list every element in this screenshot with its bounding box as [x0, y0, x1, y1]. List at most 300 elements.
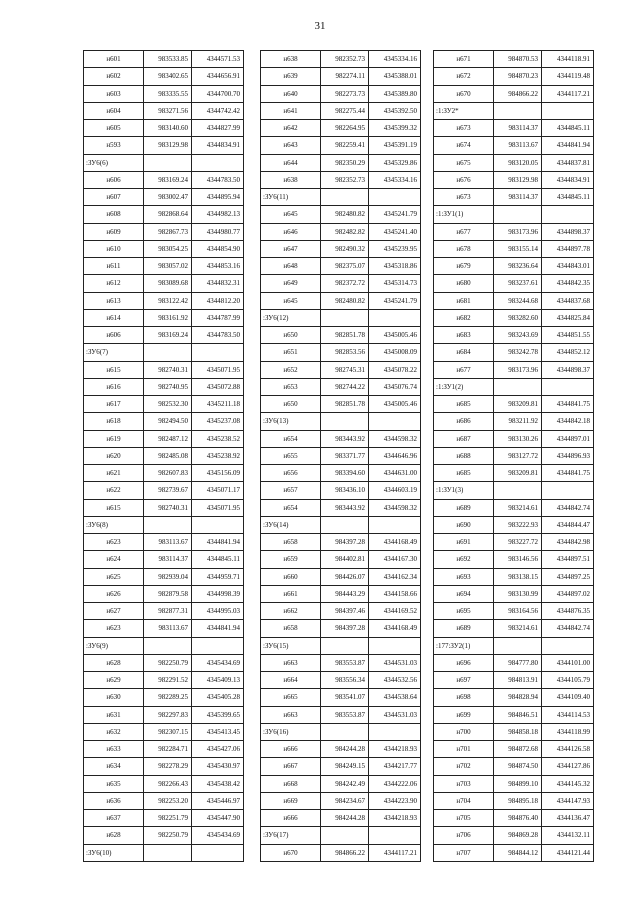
y-coordinate-cell: 4344897.02 — [542, 585, 594, 602]
y-coordinate-cell: 4345237.08 — [192, 413, 244, 430]
section-header-row — [434, 378, 594, 395]
x-coordinate-cell — [494, 637, 542, 654]
y-coordinate-cell: 4344995.03 — [192, 603, 244, 620]
table-row — [261, 361, 421, 378]
table-row — [434, 499, 594, 516]
x-coordinate-cell: 983244.68 — [494, 292, 542, 309]
table-row — [434, 792, 594, 809]
table-row — [434, 309, 594, 326]
x-coordinate-cell — [321, 413, 369, 430]
x-coordinate-cell: 982485.08 — [144, 447, 192, 464]
table-row — [434, 810, 594, 827]
y-coordinate-cell: 4344998.39 — [192, 585, 244, 602]
y-coordinate-cell: 4344571.53 — [192, 51, 244, 68]
x-coordinate-cell: 982607.83 — [144, 465, 192, 482]
point-id-cell: н604 — [84, 102, 144, 119]
x-coordinate-cell — [321, 723, 369, 740]
x-coordinate-cell — [144, 516, 192, 533]
y-coordinate-cell: 4344898.37 — [542, 361, 594, 378]
x-coordinate-cell: 984870.23 — [494, 68, 542, 85]
x-coordinate-cell: 983129.98 — [144, 137, 192, 154]
point-id-cell: н650 — [261, 327, 321, 344]
table-row — [261, 137, 421, 154]
point-id-cell: н678 — [434, 240, 494, 257]
point-id-cell: н660 — [261, 568, 321, 585]
table-row — [261, 620, 421, 637]
x-coordinate-cell: 984242.49 — [321, 775, 369, 792]
point-id-cell: н658 — [261, 620, 321, 637]
y-coordinate-cell: 4344222.06 — [369, 775, 421, 792]
y-coordinate-cell — [192, 844, 244, 861]
table-row — [434, 689, 594, 706]
x-coordinate-cell: 983236.64 — [494, 258, 542, 275]
page-number: 31 — [314, 20, 326, 32]
point-id-cell: н647 — [261, 240, 321, 257]
table-row — [261, 654, 421, 671]
table-row — [261, 568, 421, 585]
x-coordinate-cell: 982877.31 — [144, 603, 192, 620]
x-coordinate-cell: 983122.42 — [144, 292, 192, 309]
y-coordinate-cell — [369, 189, 421, 206]
table-row — [434, 327, 594, 344]
x-coordinate-cell: 983211.92 — [494, 413, 542, 430]
table-row — [434, 51, 594, 68]
table-row — [84, 585, 244, 602]
point-id-cell: н671 — [434, 51, 494, 68]
point-id-cell: н612 — [84, 275, 144, 292]
table-row — [84, 137, 244, 154]
x-coordinate-cell: 982879.58 — [144, 585, 192, 602]
x-coordinate-cell: 982307.15 — [144, 723, 192, 740]
point-id-cell: н695 — [434, 603, 494, 620]
table-row — [261, 206, 421, 223]
section-label-cell: :ЗУ6(14) — [261, 516, 321, 533]
y-coordinate-cell: 4345241.79 — [369, 206, 421, 223]
x-coordinate-cell: 983057.02 — [144, 258, 192, 275]
point-id-cell: н699 — [434, 706, 494, 723]
point-id-cell: н688 — [434, 447, 494, 464]
point-id-cell: н680 — [434, 275, 494, 292]
table-row — [261, 171, 421, 188]
x-coordinate-cell: 984869.28 — [494, 827, 542, 844]
x-coordinate-cell: 984866.22 — [321, 844, 369, 861]
y-coordinate-cell: 4344787.99 — [192, 309, 244, 326]
point-id-cell: н705 — [434, 810, 494, 827]
y-coordinate-cell: 4344117.21 — [369, 844, 421, 861]
y-coordinate-cell: 4344844.47 — [542, 516, 594, 533]
y-coordinate-cell: 4344598.32 — [369, 430, 421, 447]
y-coordinate-cell: 4345071.17 — [192, 482, 244, 499]
y-coordinate-cell: 4344837.68 — [542, 292, 594, 309]
x-coordinate-cell: 984397.28 — [321, 620, 369, 637]
y-coordinate-cell: 4344897.01 — [542, 430, 594, 447]
point-id-cell: н672 — [434, 68, 494, 85]
table-row — [434, 137, 594, 154]
x-coordinate-cell: 982273.73 — [321, 85, 369, 102]
y-coordinate-cell: 4345318.86 — [369, 258, 421, 275]
table-row — [261, 154, 421, 171]
y-coordinate-cell: 4344121.44 — [542, 844, 594, 861]
point-id-cell: н681 — [434, 292, 494, 309]
y-coordinate-cell: 4345072.88 — [192, 378, 244, 395]
x-coordinate-cell: 982251.79 — [144, 810, 192, 827]
x-coordinate-cell: 982745.31 — [321, 361, 369, 378]
y-coordinate-cell: 4345334.16 — [369, 171, 421, 188]
point-id-cell: н685 — [434, 396, 494, 413]
y-coordinate-cell: 4344217.77 — [369, 758, 421, 775]
section-header-row — [261, 309, 421, 326]
point-id-cell: н704 — [434, 792, 494, 809]
y-coordinate-cell: 4344897.51 — [542, 551, 594, 568]
section-header-row — [261, 516, 421, 533]
x-coordinate-cell: 983146.56 — [494, 551, 542, 568]
y-coordinate-cell: 4344145.32 — [542, 775, 594, 792]
point-id-cell: н602 — [84, 68, 144, 85]
y-coordinate-cell: 4344218.93 — [369, 741, 421, 758]
y-coordinate-cell: 4345399.65 — [192, 706, 244, 723]
table-row — [84, 603, 244, 620]
y-coordinate-cell: 4344532.56 — [369, 672, 421, 689]
y-coordinate-cell: 4344656.91 — [192, 68, 244, 85]
table-row — [84, 465, 244, 482]
x-coordinate-cell: 983222.93 — [494, 516, 542, 533]
y-coordinate-cell: 4344598.32 — [369, 499, 421, 516]
point-id-cell: н633 — [84, 741, 144, 758]
y-coordinate-cell: 4345388.01 — [369, 68, 421, 85]
x-coordinate-cell: 982291.52 — [144, 672, 192, 689]
y-coordinate-cell: 4345314.73 — [369, 275, 421, 292]
x-coordinate-cell: 984397.46 — [321, 603, 369, 620]
x-coordinate-cell — [494, 378, 542, 395]
x-coordinate-cell: 984244.28 — [321, 741, 369, 758]
point-id-cell: н697 — [434, 672, 494, 689]
point-id-cell: н703 — [434, 775, 494, 792]
table-row — [84, 396, 244, 413]
section-label-cell: :ЗУ6(7) — [84, 344, 144, 361]
y-coordinate-cell — [542, 482, 594, 499]
y-coordinate-cell: 4344834.91 — [542, 171, 594, 188]
x-coordinate-cell: 982744.22 — [321, 378, 369, 395]
table-row — [261, 585, 421, 602]
y-coordinate-cell: 4344851.55 — [542, 327, 594, 344]
table-row — [261, 120, 421, 137]
section-label-cell: :1:ЗУ2* — [434, 102, 494, 119]
section-header-row — [434, 206, 594, 223]
x-coordinate-cell: 984249.15 — [321, 758, 369, 775]
point-id-cell: н606 — [84, 327, 144, 344]
y-coordinate-cell: 4344841.75 — [542, 465, 594, 482]
section-label-cell: :1:ЗУ1(2) — [434, 378, 494, 395]
table-row — [84, 85, 244, 102]
x-coordinate-cell: 983242.78 — [494, 344, 542, 361]
table-row — [434, 396, 594, 413]
x-coordinate-cell: 983130.26 — [494, 430, 542, 447]
x-coordinate-cell: 982289.25 — [144, 689, 192, 706]
x-coordinate-cell: 982867.73 — [144, 223, 192, 240]
table-row — [84, 792, 244, 809]
table-row — [84, 120, 244, 137]
point-id-cell: н649 — [261, 275, 321, 292]
x-coordinate-cell: 984895.18 — [494, 792, 542, 809]
table-row — [434, 189, 594, 206]
x-coordinate-cell: 984872.68 — [494, 741, 542, 758]
table-row — [84, 413, 244, 430]
point-id-cell: н640 — [261, 85, 321, 102]
table-row — [84, 723, 244, 740]
table-row — [84, 309, 244, 326]
table-row — [434, 413, 594, 430]
table-row — [434, 603, 594, 620]
table-row — [261, 378, 421, 395]
table-row — [261, 499, 421, 516]
section-label-cell: :ЗУ6(9) — [84, 637, 144, 654]
point-id-cell: н645 — [261, 292, 321, 309]
point-id-cell: н701 — [434, 741, 494, 758]
x-coordinate-cell: 984402.81 — [321, 551, 369, 568]
table-row — [261, 741, 421, 758]
point-id-cell: н654 — [261, 430, 321, 447]
y-coordinate-cell: 4344845.11 — [192, 551, 244, 568]
y-coordinate-cell: 4345438.42 — [192, 775, 244, 792]
y-coordinate-cell: 4345238.52 — [192, 430, 244, 447]
table-row — [434, 240, 594, 257]
point-id-cell: н629 — [84, 672, 144, 689]
x-coordinate-cell: 982352.73 — [321, 51, 369, 68]
point-id-cell: н677 — [434, 223, 494, 240]
x-coordinate-cell: 983114.37 — [494, 189, 542, 206]
y-coordinate-cell: 4344852.12 — [542, 344, 594, 361]
point-id-cell: н669 — [261, 792, 321, 809]
y-coordinate-cell: 4344132.11 — [542, 827, 594, 844]
point-id-cell: н661 — [261, 585, 321, 602]
y-coordinate-cell: 4344119.48 — [542, 68, 594, 85]
x-coordinate-cell: 983209.81 — [494, 465, 542, 482]
table-row — [261, 344, 421, 361]
y-coordinate-cell: 4345389.80 — [369, 85, 421, 102]
table-row — [261, 85, 421, 102]
table-row — [434, 534, 594, 551]
x-coordinate-cell: 983214.61 — [494, 499, 542, 516]
point-id-cell: н665 — [261, 689, 321, 706]
table-row — [434, 154, 594, 171]
y-coordinate-cell: 4345076.74 — [369, 378, 421, 395]
y-coordinate-cell — [542, 102, 594, 119]
table-row — [84, 206, 244, 223]
y-coordinate-cell: 4344742.42 — [192, 102, 244, 119]
table-row — [261, 603, 421, 620]
section-label-cell: :ЗУ6(15) — [261, 637, 321, 654]
y-coordinate-cell — [192, 154, 244, 171]
y-coordinate-cell: 4344898.37 — [542, 223, 594, 240]
y-coordinate-cell: 4345156.09 — [192, 465, 244, 482]
section-label-cell: :ЗУ6(10) — [84, 844, 144, 861]
point-id-cell: н638 — [261, 51, 321, 68]
table-row — [84, 361, 244, 378]
y-coordinate-cell: 4345427.06 — [192, 741, 244, 758]
x-coordinate-cell: 983533.85 — [144, 51, 192, 68]
point-id-cell: н683 — [434, 327, 494, 344]
y-coordinate-cell: 4344841.75 — [542, 396, 594, 413]
table-row — [84, 758, 244, 775]
table-row — [434, 741, 594, 758]
x-coordinate-cell: 983054.25 — [144, 240, 192, 257]
y-coordinate-cell: 4345446.97 — [192, 792, 244, 809]
point-id-cell: н614 — [84, 309, 144, 326]
table-row — [84, 258, 244, 275]
section-label-cell: :1:ЗУ1(1) — [434, 206, 494, 223]
table-row — [84, 551, 244, 568]
point-id-cell: н691 — [434, 534, 494, 551]
table-row — [84, 741, 244, 758]
y-coordinate-cell — [542, 378, 594, 395]
x-coordinate-cell: 983553.87 — [321, 654, 369, 671]
x-coordinate-cell: 984813.91 — [494, 672, 542, 689]
y-coordinate-cell: 4344876.35 — [542, 603, 594, 620]
point-id-cell: н650 — [261, 396, 321, 413]
x-coordinate-cell — [144, 844, 192, 861]
table-row — [84, 447, 244, 464]
y-coordinate-cell: 4344896.93 — [542, 447, 594, 464]
point-id-cell: н646 — [261, 223, 321, 240]
point-id-cell: н689 — [434, 620, 494, 637]
point-id-cell: н636 — [84, 792, 144, 809]
table-row — [434, 120, 594, 137]
point-id-cell: н668 — [261, 775, 321, 792]
point-id-cell: н616 — [84, 378, 144, 395]
y-coordinate-cell: 4345071.95 — [192, 499, 244, 516]
x-coordinate-cell: 983209.81 — [494, 396, 542, 413]
table-row — [434, 430, 594, 447]
table-row — [84, 430, 244, 447]
table-row — [84, 672, 244, 689]
x-coordinate-cell — [321, 309, 369, 326]
y-coordinate-cell: 4345008.09 — [369, 344, 421, 361]
point-id-cell: н603 — [84, 85, 144, 102]
x-coordinate-cell: 983113.67 — [494, 137, 542, 154]
table-row — [261, 396, 421, 413]
table-row — [261, 292, 421, 309]
y-coordinate-cell — [369, 413, 421, 430]
point-id-cell: н625 — [84, 568, 144, 585]
y-coordinate-cell: 4344783.50 — [192, 327, 244, 344]
table-row — [261, 758, 421, 775]
x-coordinate-cell — [494, 102, 542, 119]
point-id-cell: н609 — [84, 223, 144, 240]
table-row — [261, 792, 421, 809]
x-coordinate-cell: 982259.41 — [321, 137, 369, 154]
point-id-cell: н675 — [434, 154, 494, 171]
x-coordinate-cell: 983335.55 — [144, 85, 192, 102]
y-coordinate-cell: 4344118.99 — [542, 723, 594, 740]
y-coordinate-cell: 4345430.97 — [192, 758, 244, 775]
table-row — [84, 810, 244, 827]
x-coordinate-cell: 983271.56 — [144, 102, 192, 119]
x-coordinate-cell: 983443.92 — [321, 430, 369, 447]
section-header-row — [261, 637, 421, 654]
point-id-cell: н620 — [84, 447, 144, 464]
point-id-cell: н666 — [261, 741, 321, 758]
x-coordinate-cell: 983436.10 — [321, 482, 369, 499]
x-coordinate-cell: 982487.12 — [144, 430, 192, 447]
y-coordinate-cell: 4344136.47 — [542, 810, 594, 827]
y-coordinate-cell: 4345434.69 — [192, 827, 244, 844]
table-row — [261, 672, 421, 689]
y-coordinate-cell — [369, 827, 421, 844]
x-coordinate-cell: 982480.82 — [321, 292, 369, 309]
section-label-cell: :ЗУ6(6) — [84, 154, 144, 171]
point-id-cell: н610 — [84, 240, 144, 257]
y-coordinate-cell: 4344631.00 — [369, 465, 421, 482]
point-id-cell: н658 — [261, 534, 321, 551]
table-row — [434, 361, 594, 378]
point-id-cell: н693 — [434, 568, 494, 585]
point-id-cell: н621 — [84, 465, 144, 482]
point-id-cell: н607 — [84, 189, 144, 206]
y-coordinate-cell: 4345409.13 — [192, 672, 244, 689]
point-id-cell: н624 — [84, 551, 144, 568]
x-coordinate-cell: 982490.32 — [321, 240, 369, 257]
table-row — [84, 68, 244, 85]
table-row — [434, 344, 594, 361]
point-id-cell: н652 — [261, 361, 321, 378]
table-row — [84, 240, 244, 257]
x-coordinate-cell: 983173.96 — [494, 223, 542, 240]
point-id-cell: н630 — [84, 689, 144, 706]
table-row — [261, 551, 421, 568]
x-coordinate-cell: 983394.60 — [321, 465, 369, 482]
y-coordinate-cell: 4344842.18 — [542, 413, 594, 430]
table-row — [261, 327, 421, 344]
point-id-cell: н645 — [261, 206, 321, 223]
y-coordinate-cell: 4345405.28 — [192, 689, 244, 706]
x-coordinate-cell: 983237.61 — [494, 275, 542, 292]
y-coordinate-cell: 4345071.95 — [192, 361, 244, 378]
x-coordinate-cell: 983130.99 — [494, 585, 542, 602]
point-id-cell: н698 — [434, 689, 494, 706]
x-coordinate-cell: 982851.78 — [321, 396, 369, 413]
point-id-cell: н606 — [84, 171, 144, 188]
x-coordinate-cell: 984874.50 — [494, 758, 542, 775]
table-row — [434, 844, 594, 861]
table-row — [261, 844, 421, 861]
point-id-cell: н648 — [261, 258, 321, 275]
table-row — [434, 723, 594, 740]
point-id-cell: н639 — [261, 68, 321, 85]
x-coordinate-cell: 983553.87 — [321, 706, 369, 723]
table-row — [261, 810, 421, 827]
x-coordinate-cell: 983114.37 — [494, 120, 542, 137]
section-header-row — [84, 637, 244, 654]
section-label-cell: :1:ЗУ1(3) — [434, 482, 494, 499]
table-row — [84, 292, 244, 309]
y-coordinate-cell: 4344842.74 — [542, 620, 594, 637]
y-coordinate-cell — [192, 637, 244, 654]
table-row — [434, 447, 594, 464]
table-row — [434, 292, 594, 309]
x-coordinate-cell — [321, 189, 369, 206]
x-coordinate-cell: 982375.07 — [321, 258, 369, 275]
point-id-cell: н684 — [434, 344, 494, 361]
y-coordinate-cell: 4344531.03 — [369, 706, 421, 723]
x-coordinate-cell: 983169.24 — [144, 171, 192, 188]
point-id-cell: н611 — [84, 258, 144, 275]
table-row — [434, 516, 594, 533]
y-coordinate-cell: 4344118.91 — [542, 51, 594, 68]
table-row — [84, 689, 244, 706]
point-id-cell: н631 — [84, 706, 144, 723]
point-id-cell: н679 — [434, 258, 494, 275]
section-header-row — [84, 516, 244, 533]
